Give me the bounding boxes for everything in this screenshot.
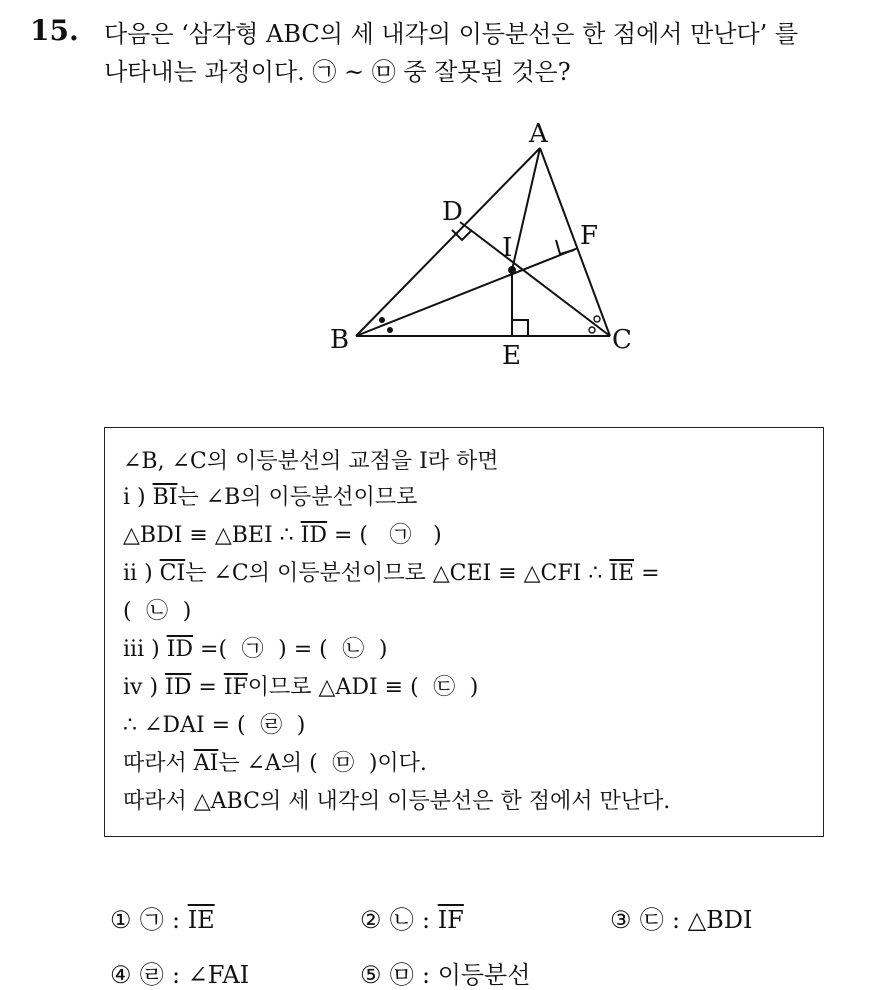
proof-line-8: ∴ ∠DAI = ( ㉣ ) — [123, 713, 306, 738]
question-number: 15. — [30, 14, 79, 47]
right-angle-e — [512, 320, 528, 336]
segment-ai — [512, 148, 540, 270]
label-i: I — [502, 233, 513, 263]
label-d: D — [442, 197, 463, 227]
label-c: C — [612, 325, 632, 355]
question-text-line2: 나타내는 과정이다. ㉠ ~ ㉤ 중 잘못된 것은? — [104, 58, 571, 86]
angle-mark-b1 — [379, 317, 385, 323]
choice-5[interactable]: ⑤ ㉤ : 이등분선 — [360, 961, 531, 989]
choice-4[interactable]: ④ ㉣ : ∠FAI — [110, 961, 250, 989]
proof-line-7: iv ) $\overline{ID} = \overline{IF}$이므로 △ADI ≡ ( ㉢ ) — [123, 675, 479, 700]
proof-line-3: △BDI ≡ △BEI ∴ $\overline{ID}$ = ( ㉠ ) — [123, 523, 442, 548]
incenter-point — [508, 266, 516, 274]
choice-3[interactable]: ③ ㉢ : △BDI — [610, 906, 753, 934]
label-e: E — [502, 341, 521, 371]
angle-mark-c1 — [589, 327, 595, 333]
choice-2[interactable]: ② ㉡ : $\overline{IF}$ — [360, 906, 464, 934]
proof-line-9: 따라서 $\overline{AI}$는 ∠A의 ( ㉤ )이다. — [123, 751, 427, 776]
side-ca — [540, 148, 610, 336]
triangle-figure — [320, 112, 650, 372]
angle-mark-b2 — [387, 327, 393, 333]
choice-1[interactable]: ① ㉠ : $\overline{IE}$ — [110, 906, 215, 934]
proof-line-10: 따라서 △ABC의 세 내각의 이등분선은 한 점에서 만난다. — [123, 789, 671, 814]
proof-line-5: ( ㉡ ) — [123, 599, 192, 624]
proof-box — [104, 427, 824, 837]
segment-bf — [356, 248, 578, 336]
angle-mark-c2 — [594, 316, 600, 322]
proof-line-4: ii ) $\overline{CI}$는 ∠C의 이등분선이므로 △CEI ≡ △CFI ∴ $\overline{IE}$ = — [123, 561, 660, 586]
label-b: B — [330, 325, 350, 355]
label-a: A — [529, 119, 548, 149]
proof-line-1: ∠B, ∠C의 이등분선의 교점을 I라 하면 — [123, 449, 499, 474]
proof-line-2: i ) $\overline{BI}$는 ∠B의 이등분선이므로 — [123, 485, 418, 510]
label-f: F — [580, 221, 599, 251]
question-text-line1: 다음은 ‘삼각형 ABC의 세 내각의 이등분선은 한 점에서 만난다’ 를 — [104, 20, 799, 48]
right-angle-f — [556, 240, 574, 254]
proof-line-6: iii ) $\overline{ID}$ =( ㉠ ) = ( ㉡ ) — [123, 637, 388, 662]
